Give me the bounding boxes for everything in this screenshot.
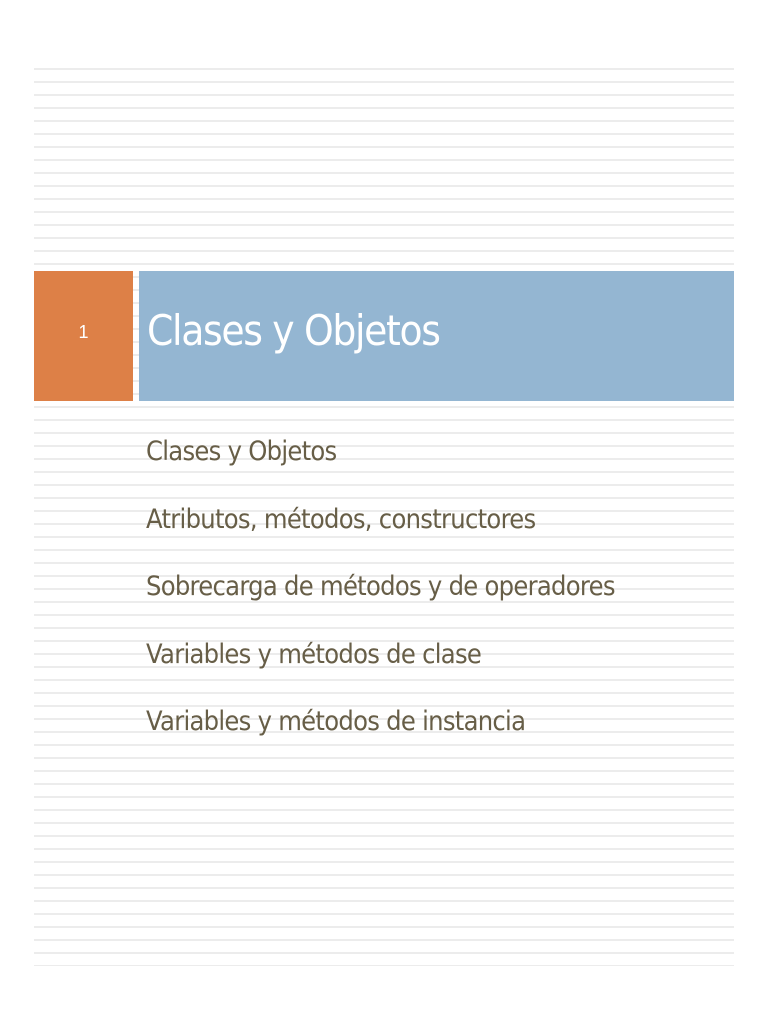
slide-title: Clases y Objetos <box>147 305 440 355</box>
bullet-item <box>146 571 667 639</box>
slide <box>34 58 734 966</box>
bullet-item <box>146 639 667 707</box>
bullet-text: Clases y Objetos <box>146 436 337 467</box>
bullet-list <box>146 436 667 774</box>
slide-number: 1 <box>78 321 89 342</box>
bullet-item <box>146 504 667 572</box>
bullet-text: Atributos, métodos, constructores <box>146 503 536 535</box>
bullet-text: Variables y métodos de clase <box>146 638 482 670</box>
bullet-item <box>146 706 667 774</box>
title-bar <box>139 271 734 401</box>
bullet-text: Sobrecarga de métodos y de operadores <box>146 571 615 602</box>
slide-number-box <box>34 271 133 401</box>
bullet-text: Variables y métodos de instancia <box>146 706 526 737</box>
bullet-item <box>146 436 667 504</box>
